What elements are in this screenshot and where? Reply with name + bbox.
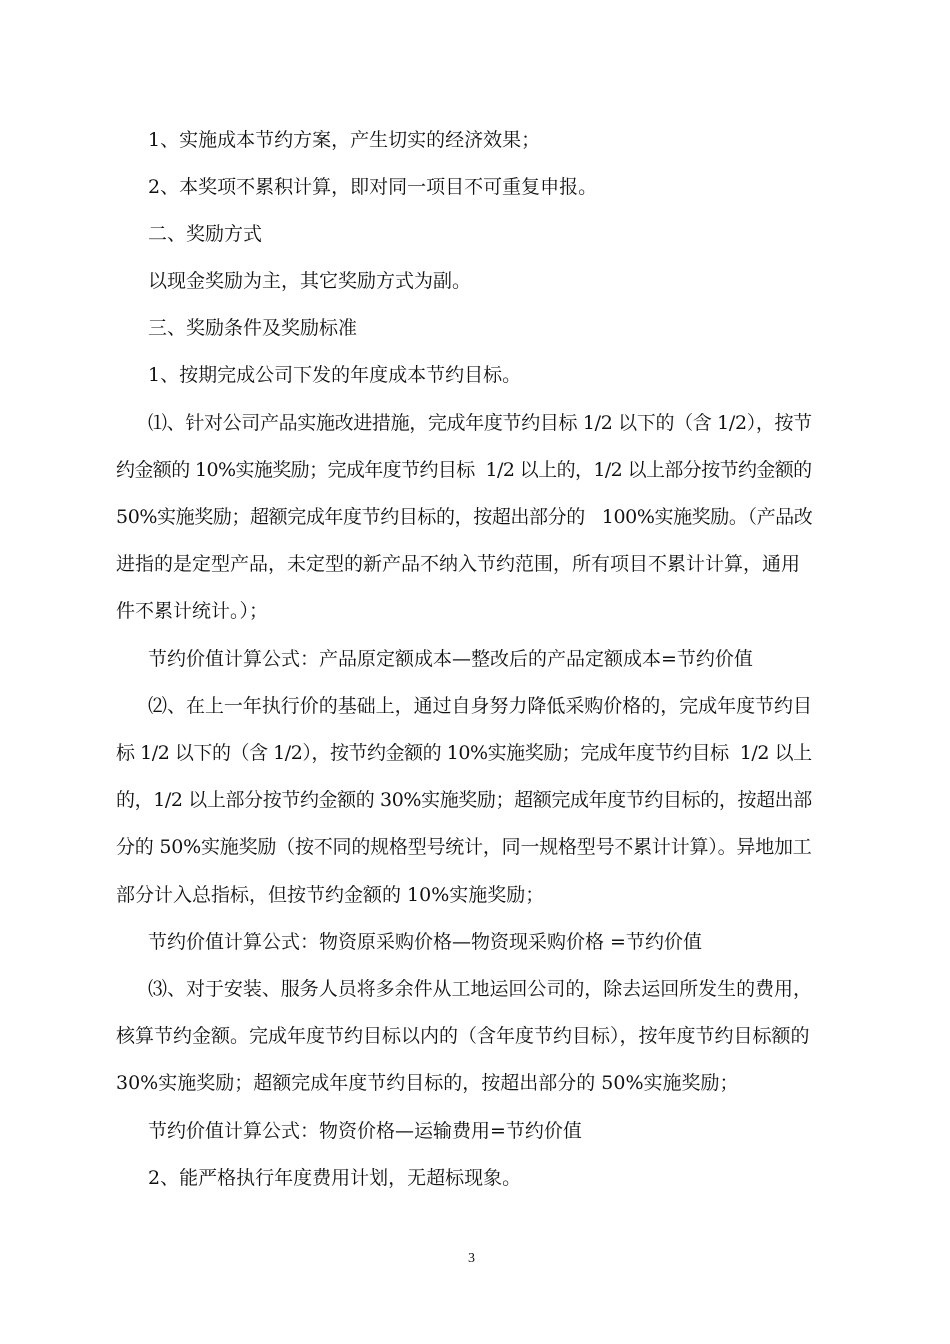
text-line: 分的 50%实施奖励（按不同的规格型号统计，同一规格型号不累计计算）。异地加工 [116,836,812,858]
text-line: 50%实施奖励；超额完成年度节约目标的，按超出部分的 100%实施奖励。（产品改 [116,506,813,528]
text-line: 30%实施奖励；超额完成年度节约目标的，按超出部分的 50%实施奖励； [116,1072,739,1094]
formula-line: 节约价值计算公式：产品原定额成本—整改后的产品定额成本=节约价值 [148,648,753,670]
text-line: 2、本奖项不累积计算，即对同一项目不可重复申报。 [148,176,598,198]
page-number: 3 [468,1251,475,1266]
section-heading: 三、奖励条件及奖励标准 [148,317,358,339]
text-line: 以现金奖励为主，其它奖励方式为副。 [148,270,472,292]
text-line: 部分计入总指标，但按节约金额的 10%实施奖励； [116,884,545,906]
text-line: 1、实施成本节约方案，产生切实的经济效果； [148,129,541,151]
text-line: 标 1/2 以下的（含 1/2），按节约金额的 10%实施奖励；完成年度节约目标 1/2 以上 [116,742,812,764]
text-line: ⑴、针对公司产品实施改进措施，完成年度节约目标 1/2 以下的（含 1/2），按节 [148,412,812,434]
section-heading: 二、奖励方式 [148,223,263,245]
text-line: 件不累计统计。）； [116,600,269,622]
text-line: 核算节约金额。完成年度节约目标以内的（含年度节约目标），按年度节约目标额的 [116,1025,810,1047]
text-line: 进指的是定型产品，未定型的新产品不纳入节约范围，所有项目不累计计算，通用 [116,553,801,575]
text-line: ⑶、对于安装、服务人员将多余件从工地运回公司的，除去运回所发生的费用， [148,978,812,1000]
text-line: ⑵、在上一年执行价的基础上，通过自身努力降低采购价格的，完成年度节约目 [148,695,812,717]
text-line: 的，1/2 以上部分按节约金额的 30%实施奖励；超额完成年度节约目标的，按超出部 [116,789,812,811]
text-line: 2、能严格执行年度费用计划，无超标现象。 [148,1167,522,1189]
formula-line: 节约价值计算公式：物资原采购价格—物资现采购价格 =节约价值 [148,931,702,953]
formula-line: 节约价值计算公式：物资价格—运输费用=节约价值 [148,1120,582,1142]
text-line: 约金额的 10%实施奖励；完成年度节约目标 1/2 以上的，1/2 以上部分按节约金额的 [116,459,812,481]
text-line: 1、按期完成公司下发的年度成本节约目标。 [148,364,522,386]
